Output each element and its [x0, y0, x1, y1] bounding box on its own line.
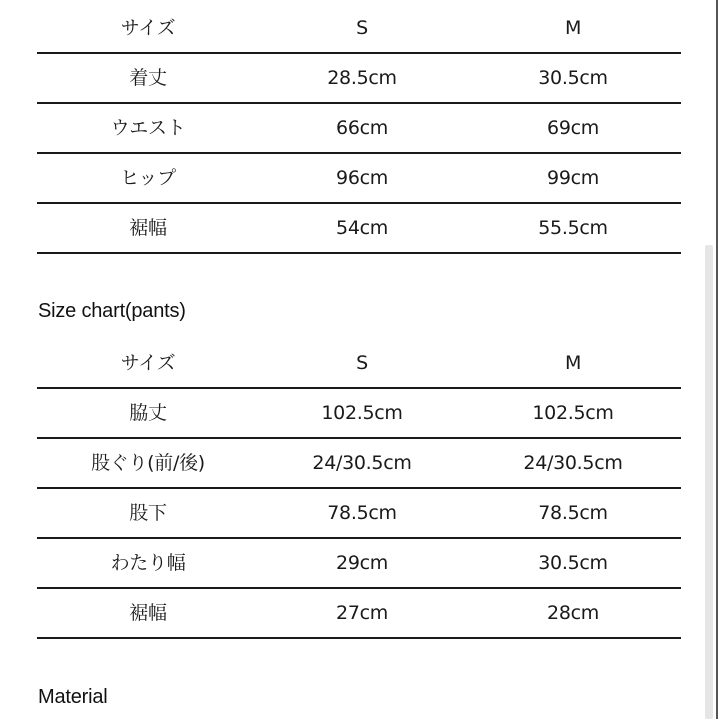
value-m: 78.5cm: [538, 502, 608, 524]
header-size: サイズ: [120, 352, 176, 374]
row-label: ウエスト: [110, 117, 186, 139]
value-m: 99cm: [547, 167, 599, 189]
section-title-pants: Size chart(pants): [38, 300, 186, 322]
value-s: 66cm: [336, 117, 388, 139]
size-table-top: [37, 4, 681, 254]
value-s: 24/30.5cm: [312, 452, 412, 474]
table-row: [37, 54, 681, 104]
table-row: [37, 104, 681, 154]
value-m: 30.5cm: [538, 552, 608, 574]
header-m: M: [564, 17, 582, 39]
value-s: 78.5cm: [327, 502, 397, 524]
table-row: [37, 539, 681, 589]
value-m: 30.5cm: [538, 67, 608, 89]
row-label: 着丈: [129, 67, 167, 89]
row-label: 股ぐり(前/後): [91, 452, 205, 474]
value-s: 102.5cm: [321, 402, 403, 424]
value-m: 55.5cm: [538, 217, 608, 239]
size-table-pants: [37, 339, 681, 639]
row-label: ヒップ: [120, 167, 176, 189]
value-s: 96cm: [336, 167, 388, 189]
row-label: 裾幅: [129, 217, 167, 239]
header-size: サイズ: [120, 17, 176, 39]
table-row: [37, 154, 681, 204]
table-header-row: [37, 4, 681, 54]
section-title-material: Material: [38, 686, 108, 708]
table-row: [37, 589, 681, 639]
value-m: 24/30.5cm: [523, 452, 623, 474]
table-row: [37, 439, 681, 489]
header-m: M: [564, 352, 582, 374]
value-s: 29cm: [336, 552, 388, 574]
value-s: 54cm: [336, 217, 388, 239]
vertical-scrollbar[interactable]: [705, 245, 713, 719]
value-m: 69cm: [547, 117, 599, 139]
header-s: S: [356, 17, 368, 39]
value-s: 27cm: [336, 602, 388, 624]
row-label: 裾幅: [129, 602, 167, 624]
value-m: 102.5cm: [532, 402, 614, 424]
window-edge: [716, 0, 718, 719]
table-header-row: [37, 339, 681, 389]
row-label: 脇丈: [129, 402, 167, 424]
value-m: 28cm: [547, 602, 599, 624]
row-label: わたり幅: [110, 552, 186, 574]
table-row: [37, 389, 681, 439]
header-s: S: [356, 352, 368, 374]
table-row: [37, 489, 681, 539]
table-row: [37, 204, 681, 254]
row-label: 股下: [129, 502, 167, 524]
value-s: 28.5cm: [327, 67, 397, 89]
